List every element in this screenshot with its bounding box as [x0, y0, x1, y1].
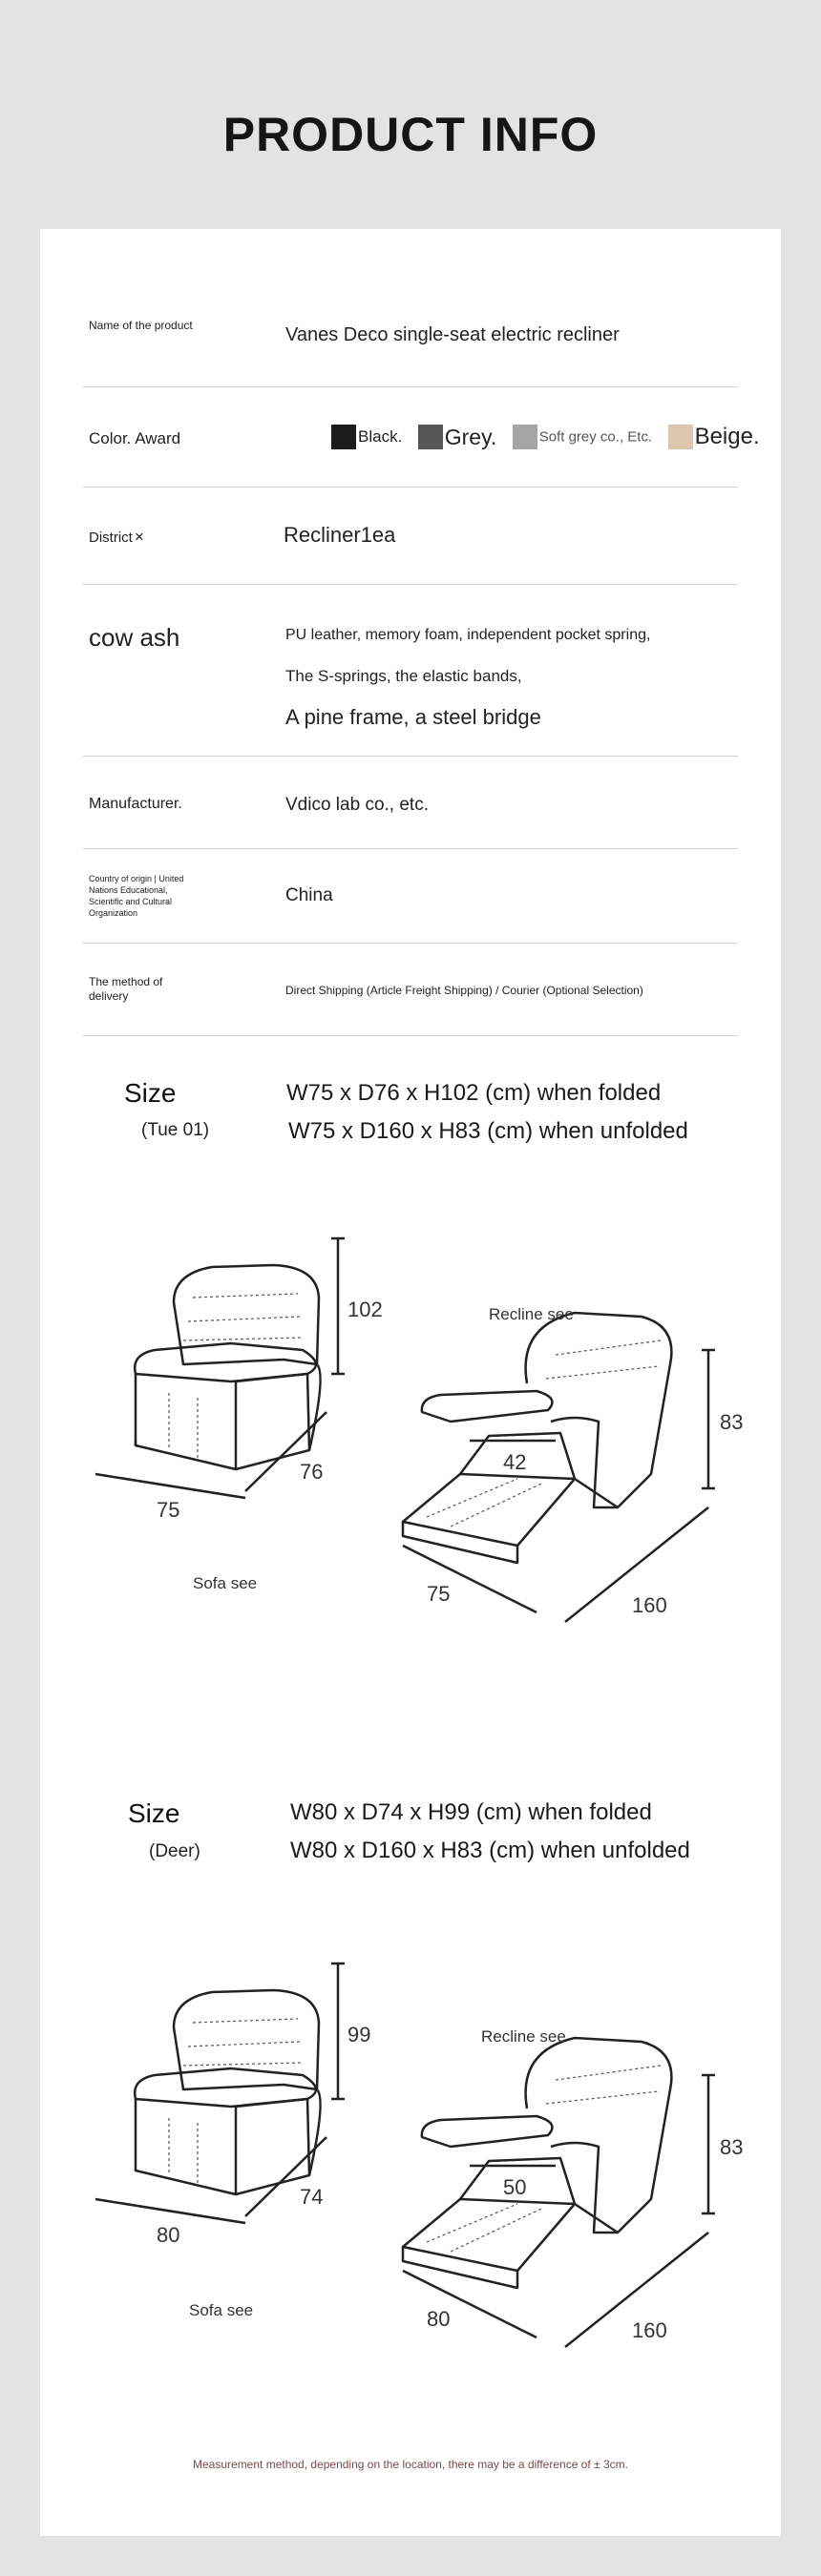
row-origin	[83, 849, 738, 944]
close-icon: ×	[134, 528, 144, 546]
size1-title: Size	[124, 1078, 177, 1108]
row-color	[83, 387, 760, 488]
size2-dim-rd: 160	[632, 2318, 667, 2342]
delivery-value: Direct Shipping (Article Freight Shipping) / Courier (Optional Selection)	[285, 984, 643, 997]
size1-recline-caption: Recline see	[489, 1305, 574, 1323]
manufacturer-label: Manufacturer.	[89, 796, 182, 812]
material-label: cow ash	[89, 623, 180, 652]
row-product-name	[83, 277, 738, 387]
soft-grey-swatch-icon	[513, 425, 537, 449]
size1-width-line	[95, 1474, 245, 1498]
color-options	[331, 424, 771, 450]
size2-recline-caption: Recline see	[481, 2027, 566, 2046]
delivery-label: The method of delivery	[89, 975, 163, 1003]
size2-sofa-diagram	[40, 1946, 781, 2404]
size2-subtitle: (Deer)	[149, 1841, 200, 1861]
size1-folded: W75 x D76 x H102 (cm) when folded	[286, 1080, 662, 1106]
size2-folded: W80 x D74 x H99 (cm) when folded	[290, 1799, 652, 1825]
material-line-3: A pine frame, a steel bridge	[285, 705, 541, 729]
size2-dim-h: 99	[347, 2023, 371, 2046]
color-label: Color. Award	[89, 429, 181, 447]
size2-dim-w: 80	[157, 2223, 180, 2247]
size1-subtitle: (Tue 01)	[141, 1120, 210, 1140]
origin-value: China	[285, 885, 333, 905]
size2-dim-rw: 80	[427, 2307, 451, 2331]
size1-dim-rw: 75	[427, 1582, 451, 1606]
size2-sofa-caption: Sofa see	[189, 2301, 254, 2319]
color-name-soft-grey: Soft grey co., Etc.	[538, 428, 653, 446]
size1-dim-d: 76	[300, 1460, 324, 1484]
row-delivery	[83, 944, 738, 1036]
size1-dim-seat: 42	[503, 1450, 527, 1474]
beige-swatch-icon	[668, 425, 693, 449]
color-name-black: Black.	[358, 427, 403, 446]
district-value: Recliner1ea	[284, 523, 396, 547]
color-option-black[interactable]	[331, 425, 402, 449]
size2-width-line	[95, 2199, 245, 2223]
grey-swatch-icon	[418, 425, 443, 449]
row-material	[83, 585, 738, 757]
product-name-label: Name of the product	[89, 319, 193, 332]
size2-dim-rh: 83	[720, 2135, 744, 2159]
size2-unfolded: W80 x D160 x H83 (cm) when unfolded	[290, 1838, 690, 1863]
product-info-card	[40, 229, 781, 2536]
size1-dim-rh: 83	[720, 1410, 744, 1434]
district-label-wrap	[89, 528, 144, 547]
measurement-note: Measurement method, depending on the location, there may be a difference of ± 3cm.	[193, 2458, 628, 2471]
color-name-beige: Beige.	[694, 424, 760, 449]
manufacturer-value: Vdico lab co., etc.	[285, 795, 429, 815]
size1-unfolded: W75 x D160 x H83 (cm) when unfolded	[288, 1118, 688, 1144]
color-option-soft-grey[interactable]	[513, 425, 652, 449]
black-swatch-icon	[331, 425, 356, 449]
material-line-2: The S-springs, the elastic bands,	[285, 667, 522, 685]
size2-title: Size	[128, 1798, 180, 1828]
size2-dim-d: 74	[300, 2185, 324, 2209]
material-line-1: PU leather, memory foam, independent pocket spring,	[285, 627, 651, 643]
size1-dim-w: 75	[157, 1498, 180, 1522]
color-option-beige[interactable]	[668, 424, 760, 450]
row-district	[83, 488, 738, 585]
size1-sofa-caption: Sofa see	[193, 1574, 258, 1592]
size1-dim-h: 102	[347, 1298, 383, 1321]
product-name-value: Vanes Deco single-seat electric recliner	[285, 324, 620, 345]
color-name-grey: Grey.	[444, 424, 497, 449]
origin-label: Country of origin | United Nations Educational, Scientific and Cultural Organization	[89, 874, 184, 918]
size1-dim-rd: 160	[632, 1593, 667, 1617]
size1-sofa-diagram	[40, 1221, 781, 1679]
row-manufacturer	[83, 757, 738, 849]
page-title: PRODUCT INFO	[222, 108, 599, 161]
size2-dim-seat: 50	[503, 2175, 527, 2199]
color-option-grey[interactable]	[418, 425, 497, 450]
district-label: District	[89, 530, 133, 546]
